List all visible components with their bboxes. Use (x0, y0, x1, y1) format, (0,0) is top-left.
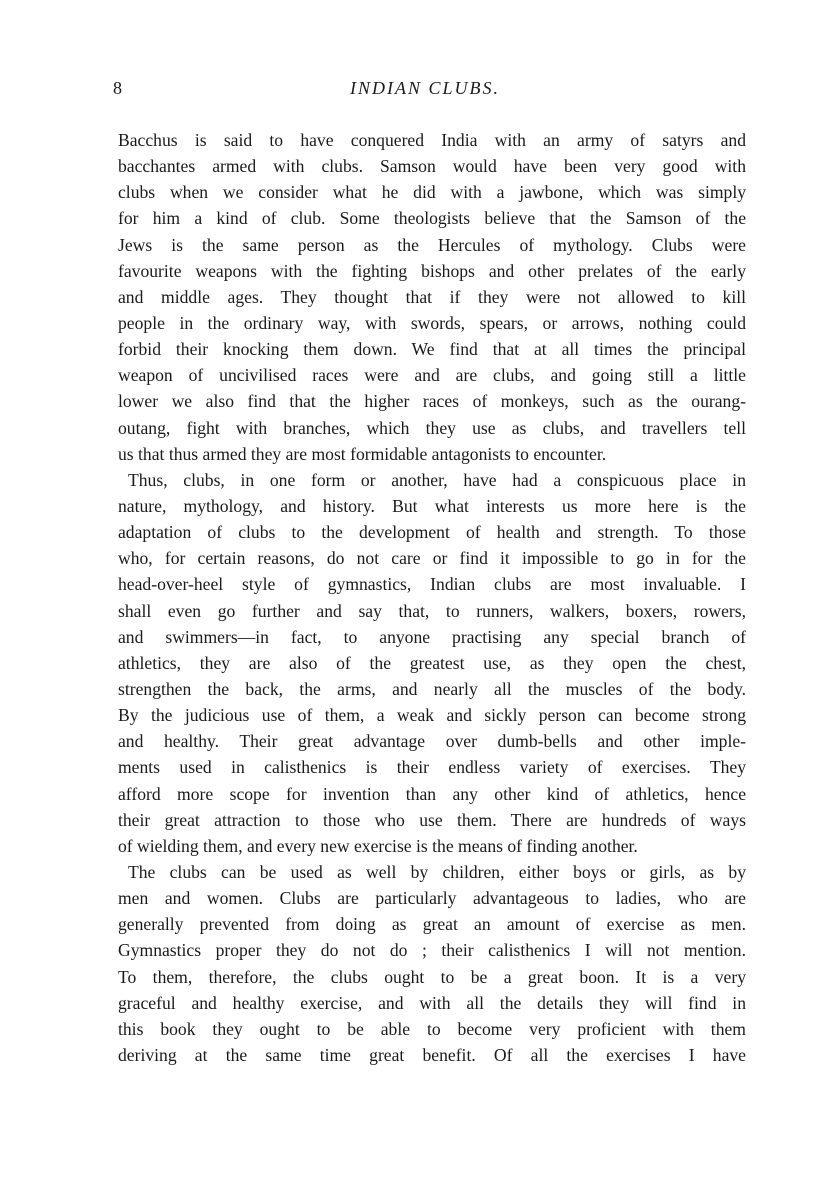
text-line: bacchantes armed with clubs. Samson would have been very good with (118, 156, 746, 177)
text-line: clubs when we consider what he did with a jawbone, which was simply (118, 182, 746, 203)
page-number: 8 (113, 78, 123, 98)
text-line: adaptation of clubs to the development of health and strength. To those (118, 522, 746, 543)
text-line: of wielding them, and every new exercise is the means of finding another. (118, 835, 638, 856)
text-line: us that thus armed they are most formidable antagonists to encounter. (118, 443, 607, 464)
text-line: strengthen the back, the arms, and nearly all the muscles of the body. (118, 678, 746, 699)
text-line: Gymnastics proper they do not do ; their calisthenics I will not mention. (118, 940, 746, 961)
text-line: and swimmers—in fact, to anyone practising any special branch of (118, 626, 746, 647)
text-line: and middle ages. They thought that if they were not allowed to kill (118, 286, 746, 307)
text-line: outang, fight with branches, which they use as clubs, and travellers tell (118, 417, 746, 438)
text-line: graceful and healthy exercise, and with all the details they will find in (118, 992, 746, 1013)
text-line: Jews is the same person as the Hercules of mythology. Clubs were (118, 234, 746, 255)
text-line: who, for certain reasons, do not care or find it impossible to go in for the (118, 548, 746, 569)
text-line: deriving at the same time great benefit. Of all the exercises I have (118, 1044, 746, 1065)
text-line: lower we also find that the higher races of monkeys, such as the ourang- (118, 391, 746, 412)
text-line: for him a kind of club. Some theologists believe that the Samson of the (118, 208, 746, 229)
running-title: INDIAN CLUBS. (349, 78, 500, 98)
text-line: and healthy. Their great advantage over dumb-bells and other imple- (118, 731, 746, 752)
text-line: shall even go further and say that, to runners, walkers, boxers, rowers, (118, 600, 746, 621)
text-line: forbid their knocking them down. We find that at all times the principal (118, 339, 746, 360)
text-line: afford more scope for invention than any other kind of athletics, hence (118, 783, 746, 804)
text-line: men and women. Clubs are particularly advantageous to ladies, who are (118, 888, 746, 909)
text-line: head-over-heel style of gymnastics, Indian clubs are most invaluable. I (118, 574, 746, 595)
text-line: Thus, clubs, in one form or another, have had a conspicuous place in (128, 469, 746, 490)
paragraph (118, 127, 746, 467)
text-line: To them, therefore, the clubs ought to be a great boon. It is a very (118, 966, 746, 987)
text-line: athletics, they are also of the greatest use, as they open the chest, (118, 652, 746, 673)
text-line: The clubs can be used as well by children, either boys or girls, as by (128, 861, 746, 882)
body-text (118, 127, 746, 1068)
text-line: their great attraction to those who use them. There are hundreds of ways (118, 809, 746, 830)
text-line: nature, mythology, and history. But what interests us more here is the (118, 495, 746, 516)
paragraph (118, 467, 746, 859)
text-line: favourite weapons with the fighting bishops and other prelates of the early (118, 260, 746, 281)
text-line: weapon of uncivilised races were and are clubs, and going still a little (118, 365, 746, 386)
text-line: By the judicious use of them, a weak and sickly person can become strong (118, 705, 746, 726)
text-line: people in the ordinary way, with swords, spears, or arrows, nothing could (118, 312, 746, 333)
text-line: generally prevented from doing as great an amount of exercise as men. (118, 914, 746, 935)
running-head (0, 78, 840, 102)
text-line: ments used in calisthenics is their endless variety of exercises. They (118, 757, 746, 778)
text-line: this book they ought to be able to become very proficient with them (118, 1018, 746, 1039)
text-line: Bacchus is said to have conquered India with an army of satyrs and (118, 130, 746, 150)
paragraph (118, 859, 746, 1068)
